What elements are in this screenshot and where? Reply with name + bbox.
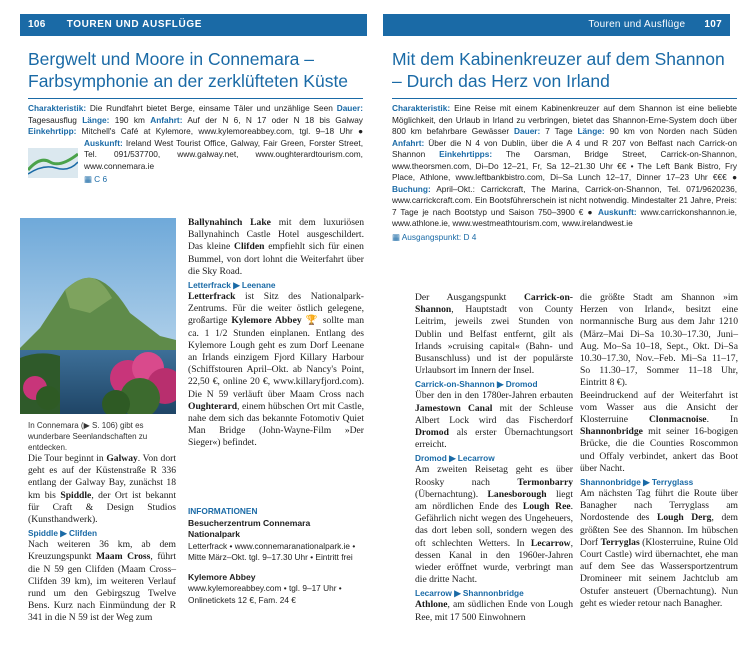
page-title: Mit dem Kabinenkreuzer auf dem Shannon – Durch das Herz von Irland [392,49,725,91]
book-icon: ▦ [392,231,400,242]
page-number: 107 [704,19,722,30]
right-page [375,0,750,660]
paragraph: Ballynahinch Lake mit dem luxuriösen Ballynahinch Castle Hotel ausgeschildert. Das kleine Clifden empfiehlt sich für einen Bummel, von dort lohnt die Weiterfahrt über die Sky Road. [188,217,364,277]
paragraph: Am zweiten Reisetag geht es über Roosky nach Termonbarry (Übernachtung). Lanesborough liegt am nördlichen Ende des Lough Ree. Gefährlich nicht wegen des Ungeheuers, das dort leben soll, sondern wegen des oft schlechten Wetters. In Lecarrow, dessen Kanal in den 1960er-Jahren wieder eröffnet wurde, verbringt man die dritte Nacht. [415,464,574,586]
info-icon: ● [587,206,595,217]
map-reference: ▦ C 6 [84,174,108,184]
body-column-2 [580,292,738,610]
paragraph: Beeindruckend auf der Weiterfahrt ist vom Wasser aus die Ansicht der Klosterruine Clonmacnoise. In Shannonbridge mit seiner 16-bogigen Brücke, die die Counties Roscommon und Offaly verbindet, ankert das Boot über Nacht. [580,389,738,474]
page-number: 106 [28,19,46,30]
running-header [383,14,730,36]
connemara-photo [20,218,176,414]
page-title: Bergwelt und Moore in Connemara – Farbsymphonie an der zerklüfteten Küste [28,49,349,91]
paragraph: Nach weiteren 36 km, ab dem Kreuzungspunkt Maam Cross, führt die N 59 gen Clifden (Maam Cross–Clifden 39 km), im weiteren Verlauf rund um den Gebirgszug Twelve Bens. Kurz nach Einmündung der R 341 in die N 59 ist der Weg zum [28,539,176,624]
route-subheading: Lecarrow ▶ Shannonbridge [415,588,524,599]
info-icon: ● [731,172,737,182]
tour-info-panel: Charakteristik: Eine Reise mit einem Kabinenkreuzer auf dem Shannon ist eine beliebte Möglichkeit, den Urlaub in Irland zu verbringen, bietet das Shannon-Erne-System doch über 800 km befahrbare Gewässer Dauer: 7 Tage Länge: 90 km von Norden nach Süden Anfahrt: Über die N 4 von Dublin, über die A 4 und R 207 von Belfast nach Carrick-on Shannon Einkehrtipps: The Oarsman, Bridge Street, Carrick-on-Shannon, www.theorsmen.com, Di–Do 12–21, Fr, Sa 12–21.30 Uhr €€ • The Left Bank Bistro, Fry Place, Athlone, www.leftbankbistro.com, Di–Sa Lunch 12–17, Dinner 17–23 Uhr €€€ ● Buchung: April–Okt.: Carrickcraft, The Marina, Carrick-on-Shannon, Tel. 071/9620236, www.carrickcraft.com. Ein Bootsführerschein ist nicht notwendig. Mindestalter 21 Jahre, Preis: 7 Tage je nach Bootstyp und Saison 750–3900 € ● Auskunft: www.carrickonshannon.ie, www.athlone.ie, www.westmeathtourism.com, www.irelandwest.ie ▦ Ausgangspunkt: D 4 [392,98,737,243]
paragraph: Der Ausgangspunkt Carrick-on-Shannon, Hauptstadt von County Leitrim, jeweils zwei Stunden von Dublin und Belfast entfernt, gilt als Irlands »cruising capital« (Bahn- und Busanschluss) und ist der populärste Urlaubsort im Innern der Insel. [415,292,573,377]
photo-caption: In Connemara (▶ S. 106) gibt es wunderbare Seenlandschaften zu entdecken. [28,421,148,452]
route-subheading: Carrick-on-Shannon ▶ Dromod [415,379,538,390]
route-subheading: Letterfrack ▶ Leenane [188,280,276,291]
info-icon: ● [358,126,364,136]
route-map-icon [28,148,78,178]
book-icon: ▦ [84,174,92,184]
body-column-1 [28,453,176,625]
route-subheading: Spiddle ▶ Clifden [28,528,98,539]
body-column-2 [188,217,364,450]
running-title: TOUREN UND AUSFLÜGE [66,19,202,30]
paragraph: Die Tour beginnt in Galway. Von dort geht es auf der Küstenstraße R 336 entlang der Galway Bay, zunächst 18 km bis Spiddle, der Ort ist bekannt für Craft & Design Studios (Kunsthandwerk). [28,453,176,526]
tour-info-panel: Charakteristik: Die Rundfahrt bietet Berge, einsame Täler und unzählige Seen Dauer: Tagesausflug Länge: 190 km Anfahrt: Auf der N 6, N 17 oder N 18 bis Galway Einkehrtipp: Mitchell's Café at Kylemore, www.kylemoreabbey.com, tgl. 9–18 Uhr ● Auskunft: Ireland West Tourist Office, Galway, Fair Green, Forster Street, Tel. 091/537700, www.galway.net, www.oughterardtourism.com, www.connemara.ie ▦ C 6 [28,98,363,186]
route-subheading: Dromod ▶ Lecarrow [415,453,495,464]
map-reference: ▦ Ausgangspunkt: D 4 [392,231,477,242]
running-header [20,14,367,36]
paragraph: Am nächsten Tag führt die Route über Banagher nach Terryglass am Nordostende des Lough Derg, dem größten See des Shannon. Im hübschen Dorf Terryglas (Klosterruine, Ruine Old Court Castle) wird übernachtet, ehe man auf dem See das Wassersportzentrum Dromineer mit seinem Jachtclub am Ostufer ansteuert (Übernachtung). Nun geht es wieder retour nach Banagher. [580,488,738,609]
running-title: Touren und Ausflüge [588,19,686,30]
info-heading: Besucherzentrum Connemara Nationalpark [188,517,311,539]
route-subheading: Shannonbridge ▶ Terryglass [580,477,694,488]
paragraph: die größte Stadt am Shannon »im Herzen von Irland«, besitzt eine normannische Burg aus dem Jahr 1210 (März–Mai Di–Sa 10.30–17.30, Juni–Aug. Mo–Sa 10–18, Sept., Okt. Di–Sa 10.30–17.30, Nov.–Feb. Mi–Sa 11–17, So 11.30–17, Sommer 11–18 Uhr, Eintritt 8 €). [580,292,738,389]
paragraph: Letterfrack ist Sitz des Nationalpark-Zentrums. Für die weiter östlich gelegene, großartige Kylemore Abbey 🏆 sollte man ca. 1 1/2 Stunden einplanen. Entlang des Kylemore Lough geht es zum Dorf Leenane an Irlands einzigem Fjord Killary Harbour (Schiffstouren April–Okt. ab Nancy's Point, 22,50 €, online 20 €, www.killaryfjord.com). Die N 59 verläuft über Maam Cross nach Oughterard, einem hübschen Ort mit Castle, nahe dem sich das bekannte Fotomotiv Quiet Man Bridge (John-Wayne-Film »Der Sieger«) befindet. [188,291,365,449]
paragraph: Athlone, am südlichen Ende von Lough Ree, mit 17 500 Einwohnern [415,599,573,623]
information-box: INFORMATIONEN Besucherzentrum Connemara Nationalpark Letterfrack • www.connemaranationalpark.ie • Mitte März–Okt. tgl. 9–17.30 Uhr • Eintritt frei Kylemore Abbey www.kylemoreabbey.com • tgl. 9–17 Uhr • Onlinetickets 12 €, Fam. 24 € [188,504,364,606]
info-heading: Kylemore Abbey [188,571,256,582]
body-column-1 [415,292,573,624]
paragraph: Über den in den 1780er-Jahren erbauten Jamestown Canal mit der Schleuse Albert Lock wird das Fischerdorf Dromod als erster Übernachtungsort erreicht. [415,390,573,451]
info-box-label: INFORMATIONEN [188,506,258,516]
